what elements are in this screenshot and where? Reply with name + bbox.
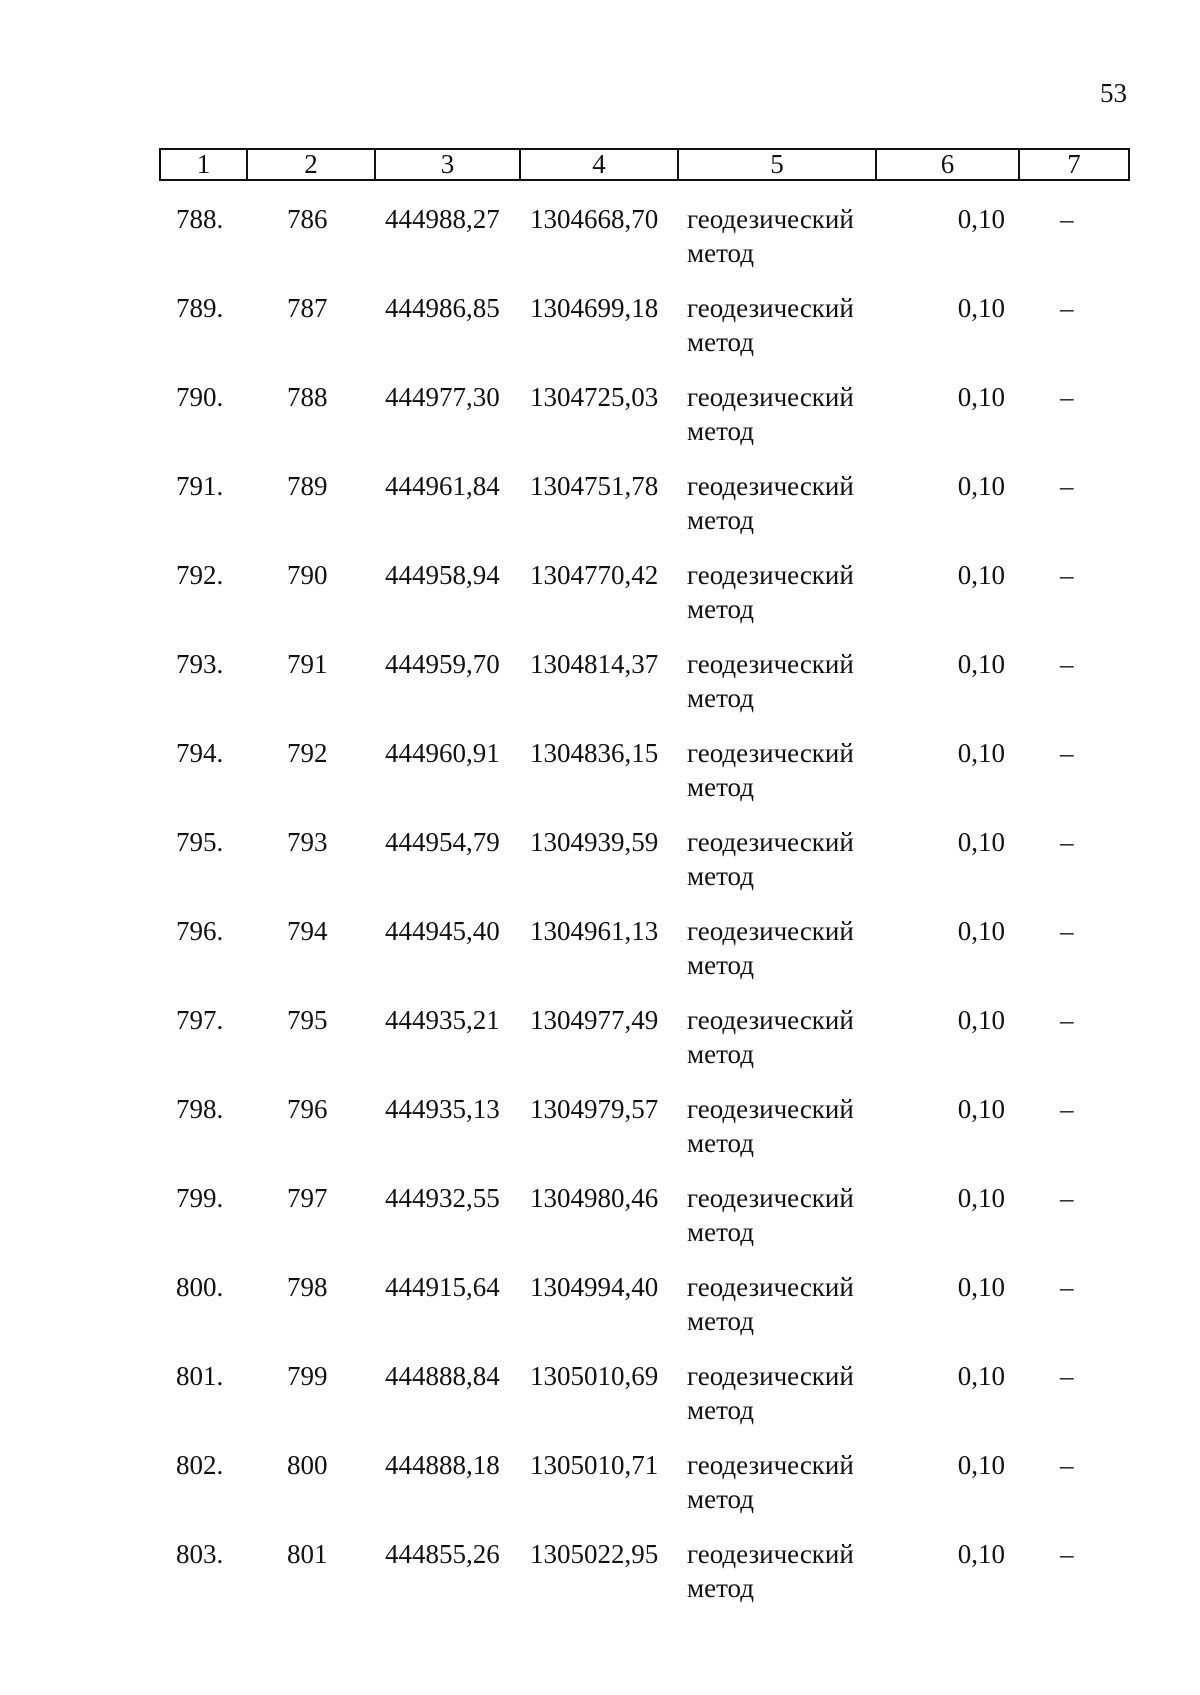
- cell-point: 790: [287, 560, 328, 590]
- cell-y: 1304668,70: [530, 204, 659, 234]
- cell-y: 1304814,37: [530, 649, 659, 679]
- cell-point: 789: [287, 471, 328, 501]
- table-row: [0, 1448, 1200, 1537]
- cell-x: 444988,27: [385, 204, 500, 234]
- cell-y: 1305010,71: [530, 1450, 659, 1480]
- cell-y: 1304770,42: [530, 560, 659, 590]
- cell-accuracy: 0,10: [957, 916, 1005, 946]
- cell-x: 444958,94: [385, 560, 500, 590]
- cell-accuracy: 0,10: [957, 560, 1005, 590]
- cell-index: 794.: [176, 738, 224, 768]
- table-row: [0, 380, 1200, 469]
- cell-note: –: [1060, 738, 1074, 768]
- cell-x: 444960,91: [385, 738, 500, 768]
- cell-x: 444977,30: [385, 382, 500, 412]
- header-col-7: 7: [1067, 149, 1081, 179]
- table-row: [0, 469, 1200, 558]
- cell-point: 793: [287, 827, 328, 857]
- header-col-3: 3: [376, 150, 521, 179]
- cell-point: 795: [287, 1005, 328, 1035]
- cell-note: –: [1060, 1361, 1074, 1391]
- cell-accuracy: 0,10: [957, 1183, 1005, 1213]
- cell-point: 796: [287, 1094, 328, 1124]
- table-row: [0, 736, 1200, 825]
- cell-note: –: [1060, 471, 1074, 501]
- cell-y: 1304751,78: [530, 471, 659, 501]
- cell-x: 444915,64: [385, 1272, 500, 1302]
- cell-method: геодезический метод: [687, 1361, 854, 1425]
- table-row: [0, 825, 1200, 914]
- cell-x: 444888,84: [385, 1361, 500, 1391]
- cell-x: 444959,70: [385, 649, 500, 679]
- cell-method: геодезический метод: [687, 293, 854, 357]
- cell-method: геодезический метод: [687, 204, 854, 268]
- page-number: 53: [1100, 78, 1127, 108]
- table-row: [0, 647, 1200, 736]
- cell-x: 444855,26: [385, 1539, 500, 1569]
- cell-index: 788.: [176, 204, 224, 234]
- cell-index: 791.: [176, 471, 224, 501]
- cell-accuracy: 0,10: [957, 382, 1005, 412]
- cell-note: –: [1060, 1272, 1074, 1302]
- cell-note: –: [1060, 1450, 1074, 1480]
- table-row: [0, 1092, 1200, 1181]
- cell-y: 1304939,59: [530, 827, 659, 857]
- cell-point: 799: [287, 1361, 328, 1391]
- cell-accuracy: 0,10: [957, 1094, 1005, 1124]
- cell-accuracy: 0,10: [957, 1361, 1005, 1391]
- cell-x: 444986,85: [385, 293, 500, 323]
- cell-method: геодезический метод: [687, 1183, 854, 1247]
- table-row: [0, 1537, 1200, 1626]
- cell-method: геодезический метод: [687, 1450, 854, 1514]
- cell-y: 1305010,69: [530, 1361, 659, 1391]
- cell-index: 797.: [176, 1005, 224, 1035]
- cell-index: 789.: [176, 293, 224, 323]
- cell-note: –: [1060, 649, 1074, 679]
- cell-method: геодезический метод: [687, 916, 854, 980]
- table-body: [0, 202, 1200, 1626]
- cell-index: 801.: [176, 1361, 224, 1391]
- cell-point: 787: [287, 293, 328, 323]
- cell-note: –: [1060, 1094, 1074, 1124]
- cell-note: –: [1060, 204, 1074, 234]
- cell-accuracy: 0,10: [957, 1272, 1005, 1302]
- table-row: [0, 1003, 1200, 1092]
- cell-method: геодезический метод: [687, 738, 854, 802]
- cell-note: –: [1060, 916, 1074, 946]
- cell-method: геодезический метод: [687, 382, 854, 446]
- cell-note: –: [1060, 1539, 1074, 1569]
- cell-index: 793.: [176, 649, 224, 679]
- cell-index: 800.: [176, 1272, 224, 1302]
- cell-point: 801: [287, 1539, 328, 1569]
- cell-note: –: [1060, 1183, 1074, 1213]
- cell-x: 444888,18: [385, 1450, 500, 1480]
- cell-accuracy: 0,10: [957, 1539, 1005, 1569]
- header-col-1: 1: [161, 150, 248, 179]
- table-row: [0, 1270, 1200, 1359]
- header-col-4: 4: [521, 150, 679, 179]
- cell-point: 794: [287, 916, 328, 946]
- cell-method: геодезический метод: [687, 1539, 854, 1603]
- cell-y: 1304961,13: [530, 916, 659, 946]
- cell-y: 1304979,57: [530, 1094, 659, 1124]
- cell-index: 792.: [176, 560, 224, 590]
- table-header: [159, 148, 1130, 181]
- cell-note: –: [1060, 382, 1074, 412]
- cell-accuracy: 0,10: [957, 1005, 1005, 1035]
- cell-note: –: [1060, 293, 1074, 323]
- cell-x: 444945,40: [385, 916, 500, 946]
- cell-method: геодезический метод: [687, 1005, 854, 1069]
- cell-note: –: [1060, 560, 1074, 590]
- cell-accuracy: 0,10: [957, 471, 1005, 501]
- cell-y: 1304836,15: [530, 738, 659, 768]
- cell-accuracy: 0,10: [957, 649, 1005, 679]
- cell-note: –: [1060, 827, 1074, 857]
- cell-accuracy: 0,10: [957, 204, 1005, 234]
- table-row: [0, 202, 1200, 291]
- header-col-5: 5: [679, 150, 877, 179]
- cell-accuracy: 0,10: [957, 293, 1005, 323]
- cell-index: 799.: [176, 1183, 224, 1213]
- cell-method: геодезический метод: [687, 560, 854, 624]
- cell-method: геодезический метод: [687, 827, 854, 891]
- cell-method: геодезический метод: [687, 1272, 854, 1336]
- cell-x: 444935,21: [385, 1005, 500, 1035]
- cell-point: 791: [287, 649, 328, 679]
- cell-point: 798: [287, 1272, 328, 1302]
- cell-method: геодезический метод: [687, 471, 854, 535]
- table-row: [0, 558, 1200, 647]
- header-col-6: 6: [877, 150, 1020, 179]
- cell-y: 1305022,95: [530, 1539, 659, 1569]
- cell-method: геодезический метод: [687, 649, 854, 713]
- header-col-2: 2: [248, 150, 376, 179]
- cell-point: 800: [287, 1450, 328, 1480]
- cell-accuracy: 0,10: [957, 738, 1005, 768]
- table-row: [0, 1181, 1200, 1270]
- cell-index: 790.: [176, 382, 224, 412]
- cell-x: 444932,55: [385, 1183, 500, 1213]
- cell-point: 797: [287, 1183, 328, 1213]
- cell-index: 798.: [176, 1094, 224, 1124]
- cell-index: 802.: [176, 1450, 224, 1480]
- cell-index: 796.: [176, 916, 224, 946]
- cell-note: –: [1060, 1005, 1074, 1035]
- cell-y: 1304725,03: [530, 382, 659, 412]
- cell-y: 1304699,18: [530, 293, 659, 323]
- table-row: [0, 291, 1200, 380]
- cell-y: 1304980,46: [530, 1183, 659, 1213]
- cell-accuracy: 0,10: [957, 827, 1005, 857]
- cell-point: 786: [287, 204, 328, 234]
- cell-x: 444961,84: [385, 471, 500, 501]
- cell-method: геодезический метод: [687, 1094, 854, 1158]
- cell-accuracy: 0,10: [957, 1450, 1005, 1480]
- cell-point: 792: [287, 738, 328, 768]
- cell-y: 1304994,40: [530, 1272, 659, 1302]
- table-row: [0, 914, 1200, 1003]
- cell-x: 444954,79: [385, 827, 500, 857]
- cell-point: 788: [287, 382, 328, 412]
- cell-x: 444935,13: [385, 1094, 500, 1124]
- cell-index: 803.: [176, 1539, 224, 1569]
- cell-index: 795.: [176, 827, 224, 857]
- table-row: [0, 1359, 1200, 1448]
- cell-y: 1304977,49: [530, 1005, 659, 1035]
